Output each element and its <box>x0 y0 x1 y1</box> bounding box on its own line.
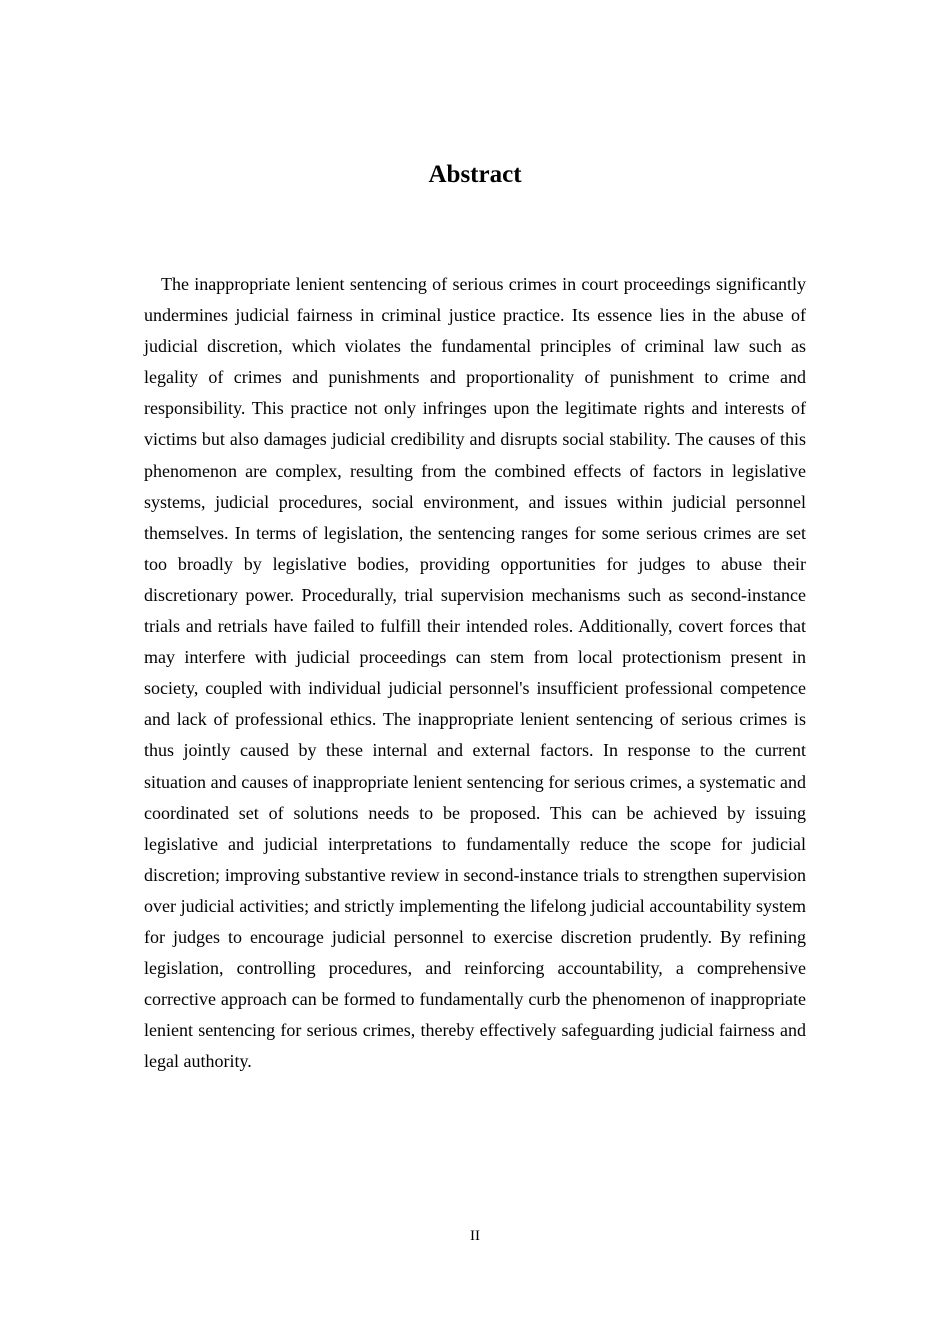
page-number: II <box>470 1228 480 1244</box>
abstract-body-text: The inappropriate lenient sentencing of serious crimes in court proceedings significantly undermines judicial fairness in criminal justice practice. Its essence lies in the abuse of judicial discretion, which violates the fundamental principles of criminal law such as legality of crimes and punishments and proportionality of punishment to crime and responsibility. This practice not only infringes upon the legitimate rights and interests of victims but also damages judicial credibility and disrupts social stability. The causes of this phenomenon are complex, resulting from the combined effects of factors in legislative systems, judicial procedures, social environment, and issues within judicial personnel themselves. In terms of legislation, the sentencing ranges for some serious crimes are set too broadly by legislative bodies, providing opportunities for judges to abuse their discretionary power. Procedurally, trial supervision mechanisms such as second-instance trials and retrials have failed to fulfill their intended roles. Additionally, covert forces that may interfere with judicial proceedings can stem from local protectionism present in society, coupled with individual judicial personnel's insufficient professional competence and lack of professional ethics. The inappropriate lenient sentencing of serious crimes is thus jointly caused by these internal and external factors. In response to the current situation and causes of inappropriate lenient sentencing for serious crimes, a systematic and coordinated set of solutions needs to be proposed. This can be achieved by issuing legislative and judicial interpretations to fundamentally reduce the scope for judicial discretion; improving substantive review in second-instance trials to strengthen supervision over judicial activities; and strictly implementing the lifelong judicial accountability system for judges to encourage judicial personnel to exercise discretion prudently. By refining legislation, controlling procedures, and reinforcing accountability, a comprehensive corrective approach can be formed to fundamentally curb the phenomenon of inappropriate lenient sentencing for serious crimes, thereby effectively safeguarding judicial fairness and legal authority. <box>144 274 806 1072</box>
page-title: Abstract <box>428 161 522 188</box>
